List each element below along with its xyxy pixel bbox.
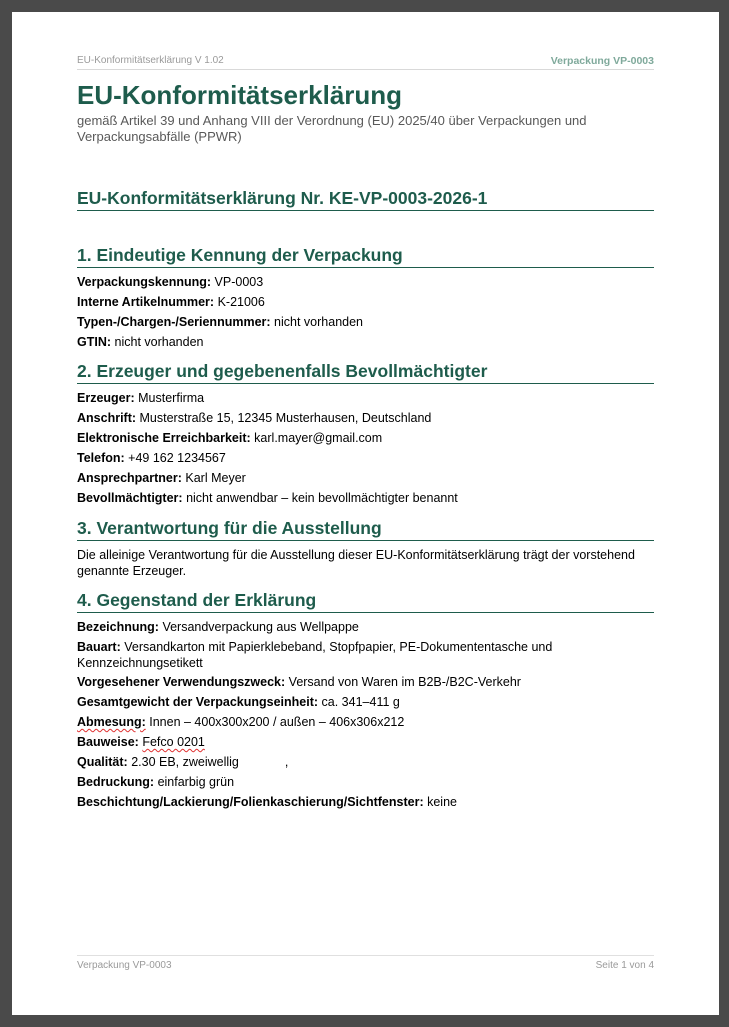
row-value: 2.30 EB, zweiwellig	[131, 755, 239, 769]
header-document-version: EU-Konformitätserklärung V 1.02	[77, 55, 224, 66]
section-2-heading: 2. Erzeuger und gegebenenfalls Bevollmächtigter	[77, 361, 654, 384]
row-value: karl.mayer@gmail.com	[254, 431, 383, 445]
row-label: Interne Artikelnummer:	[77, 295, 215, 309]
header-packaging-id: Verpackung VP-0003	[550, 55, 654, 67]
row-verpackungskennung	[77, 274, 654, 290]
page-header	[77, 55, 654, 70]
row-label: Bezeichnung:	[77, 620, 159, 634]
section-3-heading: 3. Verantwortung für die Ausstellung	[77, 518, 654, 541]
row-value: Innen – 400x300x200 / außen – 406x306x212	[149, 715, 405, 729]
row-label: Bevollmächtigter:	[77, 491, 183, 505]
row-value: Fefco 0201	[142, 735, 205, 749]
row-value: Musterstraße 15, 12345 Musterhausen, Deutschland	[139, 411, 432, 425]
row-label: Verpackungskennung:	[77, 275, 212, 289]
row-bauart	[77, 639, 617, 671]
row-label: Ansprechpartner:	[77, 471, 182, 485]
row-value: nicht vorhanden	[274, 315, 363, 329]
row-anschrift	[77, 410, 654, 426]
row-label: Typen-/Chargen-/Seriennummer:	[77, 315, 271, 329]
row-label: Anschrift:	[77, 411, 137, 425]
row-value: K-21006	[217, 295, 265, 309]
row-label: Abmesung:	[77, 715, 146, 729]
row-label: Telefon:	[77, 451, 125, 465]
section-4-heading: 4. Gegenstand der Erklärung	[77, 590, 654, 613]
row-label: Beschichtung/Lackierung/Folienkaschierung/Sichtfenster:	[77, 795, 424, 809]
row-erzeuger	[77, 390, 654, 406]
row-value: Versandkarton mit Papierklebeband, Stopfpapier, PE-Dokumententasche und Kennzeichnungsetikett	[77, 640, 553, 670]
row-bedruckung	[77, 774, 654, 790]
row-telefon	[77, 450, 654, 466]
row-bezeichnung	[77, 619, 654, 635]
row-label: GTIN:	[77, 335, 112, 349]
row-beschichtung	[77, 794, 654, 810]
row-label: Vorgesehener Verwendungszweck:	[77, 675, 286, 689]
row-qualitaet	[77, 754, 654, 770]
row-label: Bauweise:	[77, 735, 139, 749]
row-value: +49 162 1234567	[128, 451, 226, 465]
row-seriennummer	[77, 314, 654, 330]
row-extra: ,	[284, 755, 289, 769]
row-value: nicht vorhanden	[114, 335, 204, 349]
footer-page-number: Seite 1 von 4	[595, 960, 654, 971]
row-bauweise	[77, 734, 654, 750]
declaration-number-heading: EU-Konformitätserklärung Nr. KE-VP-0003-2026-1	[77, 188, 654, 211]
section-1-heading: 1. Eindeutige Kennung der Verpackung	[77, 245, 654, 268]
footer-packaging-id: Verpackung VP-0003	[77, 960, 172, 971]
row-value: Versandverpackung aus Wellpappe	[162, 620, 359, 634]
row-label: Bauart:	[77, 640, 121, 654]
page-footer	[77, 955, 654, 971]
row-value: Musterfirma	[138, 391, 205, 405]
row-value: VP-0003	[214, 275, 264, 289]
row-bevollmaechtigter	[77, 490, 654, 506]
section-3-text: Die alleinige Verantwortung für die Ausstellung dieser EU-Konformitätserklärung trägt der vorstehend genannte Erzeuger.	[77, 548, 635, 578]
row-value: Versand von Waren im B2B-/B2C-Verkehr	[288, 675, 521, 689]
row-value: Karl Meyer	[185, 471, 246, 485]
row-ansprechpartner	[77, 470, 654, 486]
document-page	[12, 12, 719, 1015]
document-subtitle: gemäß Artikel 39 und Anhang VIII der Verordnung (EU) 2025/40 über Verpackungen und Verpackungsabfälle (PPWR)	[77, 113, 587, 144]
row-verwendungszweck	[77, 674, 654, 690]
row-erreichbarkeit	[77, 430, 654, 446]
row-gesamtgewicht	[77, 694, 654, 710]
row-label: Bedruckung:	[77, 775, 155, 789]
row-value: ca. 341–411 g	[321, 695, 400, 709]
row-value: keine	[427, 795, 457, 809]
row-label: Qualität:	[77, 755, 128, 769]
row-abmessung	[77, 714, 654, 730]
row-label: Gesamtgewicht der Verpackungseinheit:	[77, 695, 319, 709]
row-label: Elektronische Erreichbarkeit:	[77, 431, 251, 445]
row-gtin	[77, 334, 654, 350]
row-value: nicht anwendbar – kein bevollmächtigter benannt	[186, 491, 458, 505]
row-label: Erzeuger:	[77, 391, 135, 405]
row-artikelnummer	[77, 294, 654, 310]
row-value: einfarbig grün	[157, 775, 235, 789]
document-title: EU-Konformitätserklärung	[77, 80, 403, 110]
